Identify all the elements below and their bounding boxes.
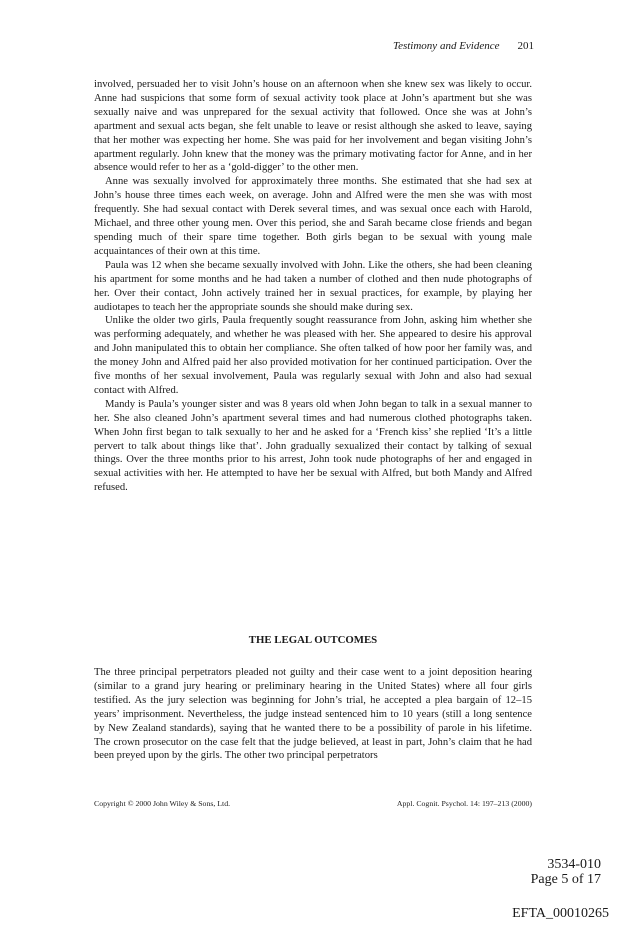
page-label: Page 5 of 17 (530, 872, 601, 887)
doc-id: 3534-010 (547, 857, 601, 872)
legal-outcomes-body (94, 666, 532, 763)
journal-citation: Appl. Cognit. Psychol. 14: 197–213 (2000) (396, 799, 532, 808)
running-header (393, 40, 534, 52)
paragraph-continuation: involved, persuaded her to visit John’s house on an afternoon when she knew sex was likely to occur. Anne had suspicions that some form of sexual activity took place at John’s apartment but she was sexually naive and was unprepared for the sexual activity that followed. Once she was at John’s apartment and sexual acts began, she felt unable to leave or resist although she asked to leave, saying that her mother was expecting her home. She was paid for her involvement and began visiting John’s apartment regularly. John knew that the money was the primary motivating factor for Anne, and in her absence would refer to her as a ‘gold-digger’ to the other men. (94, 79, 532, 174)
paragraph-mandy: Mandy is Paula’s younger sister and was 8 years old when John began to talk in a sexual manner to her. She also cleaned John’s apartment several times and had numerous clothed photographs taken. When John first began to talk sexually to her and he asked for a ‘French kiss’ she replied ‘It’s a little pervert to talk about things like that’. John gradually sexualized their contact by talking of sexual things. Over the three months prior to his arrest, John took nude photographs of her and engaged in sexual activities with her. He attempted to have her be sexual with Alfred, but both Mandy and Alfred refused. (94, 398, 532, 494)
page-footer (94, 799, 532, 808)
efta-identifier: EFTA_00010265 (512, 906, 609, 921)
paragraph-paula-reassurance: Unlike the older two girls, Paula frequently sought reassurance from John, asking him whether she was performing adequately, and whether he was pleased with her. She appeared to desire his approval and John manipulated this to obtain her compliance. She often talked of how poor her family was, and the money John and Alfred paid her also provided motivation for her continued participation. Over the five months of her sexual involvement, Paula was regularly sexual with John and also had sexual contact with Alfred. (94, 315, 532, 396)
paragraph-paula: Paula was 12 when she became sexually involved with John. Like the others, she had been cleaning his apartment for some months and he had taken a number of clothed and then nude photographs of her. Over their contact, John actively trained her in sexual practices, for example, by playing her audiotapes to teach her the appropriate sounds she should make during sex. (94, 259, 532, 313)
section-heading: THE LEGAL OUTCOMES (248, 634, 378, 646)
copyright-notice: Copyright © 2000 John Wiley & Sons, Ltd. (94, 799, 231, 808)
page-number: 201 (517, 40, 534, 52)
paragraph-anne: Anne was sexually involved for approximately three months. She estimated that she had sex at John’s house three times each week, on average. John and Alfred were the men she was with most frequently. She had sexual contact with Derek several times, and was sexual once each with Harold, Michael, and three other young men. Over this period, she and Sarah became close friends and began spending much of their spare time together. Both girls began to be sexual with young male acquaintances of their own at this time. (94, 176, 532, 257)
running-title: Testimony and Evidence (392, 40, 500, 52)
article-body (94, 78, 532, 495)
paragraph-legal-outcomes: The three principal perpetrators pleaded not guilty and their case went to a joint deposition hearing (similar to a grand jury hearing or preliminary hearing in the United States) where all four girls testified. As the jury selection was beginning for John’s trial, he accepted a plea bargain of 12–15 years’ imprisonment. Nevertheless, the judge instead sentenced him to 10 years (still a long sentence by New Zealand standards), saying that he wanted there to be a possibility of parole in his lifetime. The crown prosecutor on the case felt that the judge believed, at least in part, John’s claim that he had been preyed upon by the girls. The other two principal perpetrators (94, 667, 532, 762)
document-stamp (531, 857, 601, 887)
